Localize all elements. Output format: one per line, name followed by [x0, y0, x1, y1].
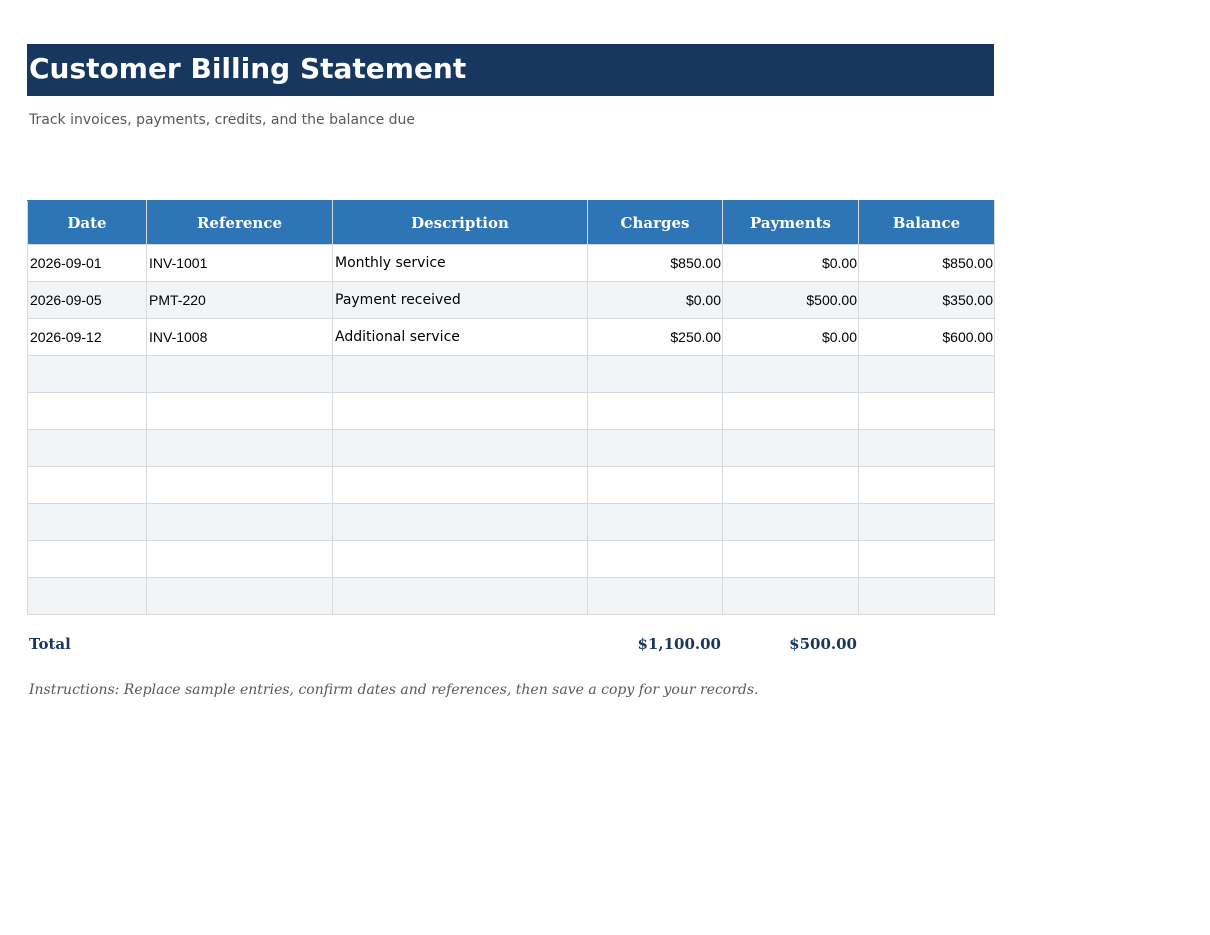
payments-cell[interactable] [723, 504, 859, 541]
charges-cell[interactable] [588, 467, 723, 504]
charges-cell[interactable] [588, 578, 723, 615]
description-cell[interactable] [333, 467, 588, 504]
reference-cell[interactable]: INV-1008 [147, 319, 333, 356]
date-cell[interactable]: 2026-09-12 [28, 319, 147, 356]
description-cell[interactable] [333, 504, 588, 541]
page-title: Customer Billing Statement [29, 52, 467, 85]
table-row [28, 356, 995, 393]
payments-cell[interactable] [723, 356, 859, 393]
total-charges[interactable]: $1,100.00 [637, 635, 721, 653]
date-cell[interactable] [28, 504, 147, 541]
table-row [28, 578, 995, 615]
date-cell[interactable] [28, 356, 147, 393]
balance-cell[interactable]: $850.00 [859, 245, 995, 282]
charges-cell[interactable]: $250.00 [588, 319, 723, 356]
payments-cell[interactable] [723, 393, 859, 430]
balance-cell[interactable] [859, 578, 995, 615]
table-header-row [28, 201, 995, 245]
column-header-charges[interactable]: Charges [588, 201, 723, 245]
date-cell[interactable]: 2026-09-05 [28, 282, 147, 319]
payments-cell[interactable] [723, 467, 859, 504]
table-row [28, 319, 995, 356]
table-row [28, 541, 995, 578]
reference-cell[interactable] [147, 356, 333, 393]
balance-cell[interactable]: $350.00 [859, 282, 995, 319]
column-header-date[interactable]: Date [28, 201, 147, 245]
date-cell[interactable] [28, 393, 147, 430]
table-row [28, 393, 995, 430]
payments-cell[interactable]: $0.00 [723, 245, 859, 282]
description-cell[interactable]: Payment received [333, 282, 588, 319]
reference-cell[interactable] [147, 393, 333, 430]
title-banner [27, 44, 994, 96]
payments-cell[interactable] [723, 541, 859, 578]
date-cell[interactable] [28, 578, 147, 615]
balance-cell[interactable] [859, 467, 995, 504]
table-row [28, 430, 995, 467]
billing-table [27, 200, 995, 615]
balance-cell[interactable] [859, 504, 995, 541]
charges-cell[interactable] [588, 393, 723, 430]
reference-cell[interactable] [147, 504, 333, 541]
table-row [28, 282, 995, 319]
date-cell[interactable]: 2026-09-01 [28, 245, 147, 282]
total-payments[interactable]: $500.00 [789, 635, 857, 653]
column-header-reference[interactable]: Reference [147, 201, 333, 245]
charges-cell[interactable] [588, 541, 723, 578]
description-cell[interactable] [333, 578, 588, 615]
description-cell[interactable]: Monthly service [333, 245, 588, 282]
reference-cell[interactable] [147, 467, 333, 504]
reference-cell[interactable] [147, 430, 333, 467]
balance-cell[interactable] [859, 430, 995, 467]
payments-cell[interactable]: $500.00 [723, 282, 859, 319]
charges-cell[interactable] [588, 430, 723, 467]
balance-cell[interactable] [859, 393, 995, 430]
reference-cell[interactable]: PMT-220 [147, 282, 333, 319]
column-header-description[interactable]: Description [333, 201, 588, 245]
payments-cell[interactable] [723, 578, 859, 615]
description-cell[interactable] [333, 430, 588, 467]
instructions-note: Instructions: Replace sample entries, confirm dates and references, then save a copy for your records. [29, 682, 759, 698]
balance-cell[interactable]: $600.00 [859, 319, 995, 356]
charges-cell[interactable] [588, 504, 723, 541]
description-cell[interactable]: Additional service [333, 319, 588, 356]
balance-cell[interactable] [859, 541, 995, 578]
table-row [28, 245, 995, 282]
date-cell[interactable] [28, 467, 147, 504]
description-cell[interactable] [333, 393, 588, 430]
date-cell[interactable] [28, 541, 147, 578]
reference-cell[interactable] [147, 578, 333, 615]
date-cell[interactable] [28, 430, 147, 467]
description-cell[interactable] [333, 541, 588, 578]
charges-cell[interactable] [588, 356, 723, 393]
totals-row [0, 635, 1210, 655]
payments-cell[interactable] [723, 430, 859, 467]
page-subtitle: Track invoices, payments, credits, and the balance due [29, 112, 416, 128]
charges-cell[interactable]: $0.00 [588, 282, 723, 319]
column-header-payments[interactable]: Payments [723, 201, 859, 245]
description-cell[interactable] [333, 356, 588, 393]
balance-cell[interactable] [859, 356, 995, 393]
charges-cell[interactable]: $850.00 [588, 245, 723, 282]
table-row [28, 467, 995, 504]
table-row [28, 504, 995, 541]
reference-cell[interactable]: INV-1001 [147, 245, 333, 282]
column-header-balance[interactable]: Balance [859, 201, 995, 245]
payments-cell[interactable]: $0.00 [723, 319, 859, 356]
reference-cell[interactable] [147, 541, 333, 578]
total-label: Total [29, 635, 71, 653]
